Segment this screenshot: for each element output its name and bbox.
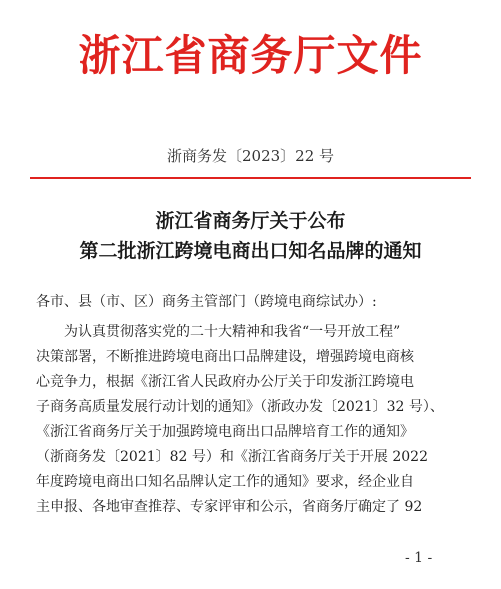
notice-title-line-2: 第二批浙江跨境电商出口知名品牌的通知 [79,240,422,262]
body-line-text: 主申报、各地审查推荐、专家评审和公示，省商务厅确定了 92 [36,499,423,515]
notice-title-line-1: 浙江省商务厅关于公布 [155,210,346,232]
body-line-text: 为认真贯彻落实党的二十大精神和我省“一号开放工程” [64,324,401,340]
body-line-text: （浙商务发〔2021〕82 号）和《浙江省商务厅关于开展 2022 [36,449,428,465]
red-divider-line [30,177,471,179]
body-line-text: 子商务高质量发展行动计划的通知》（浙政办发〔2021〕32 号）、 [36,399,444,415]
body-line-text: 心竞争力，根据《浙江省人民政府办公厅关于印发浙江跨境电 [36,374,414,390]
document-number: 浙商务发〔2023〕22 号 [166,147,335,165]
salutation: 各市、县（市、区）商务主管部门（跨境电商综试办）: [36,294,377,310]
masthead-title: 浙江省商务厅文件 [78,31,423,80]
body-line-text: 年度跨境电商出口知名品牌认定工作的通知》要求，经企业自 [36,474,414,490]
body-line-text: 《浙江省商务厅关于加强跨境电商出口品牌培育工作的通知》 [36,424,414,440]
body-line-text: 决策部署，不断推进跨境电商出口品牌建设，增强跨境电商核 [36,349,414,365]
page-number: - 1 - [405,550,433,566]
